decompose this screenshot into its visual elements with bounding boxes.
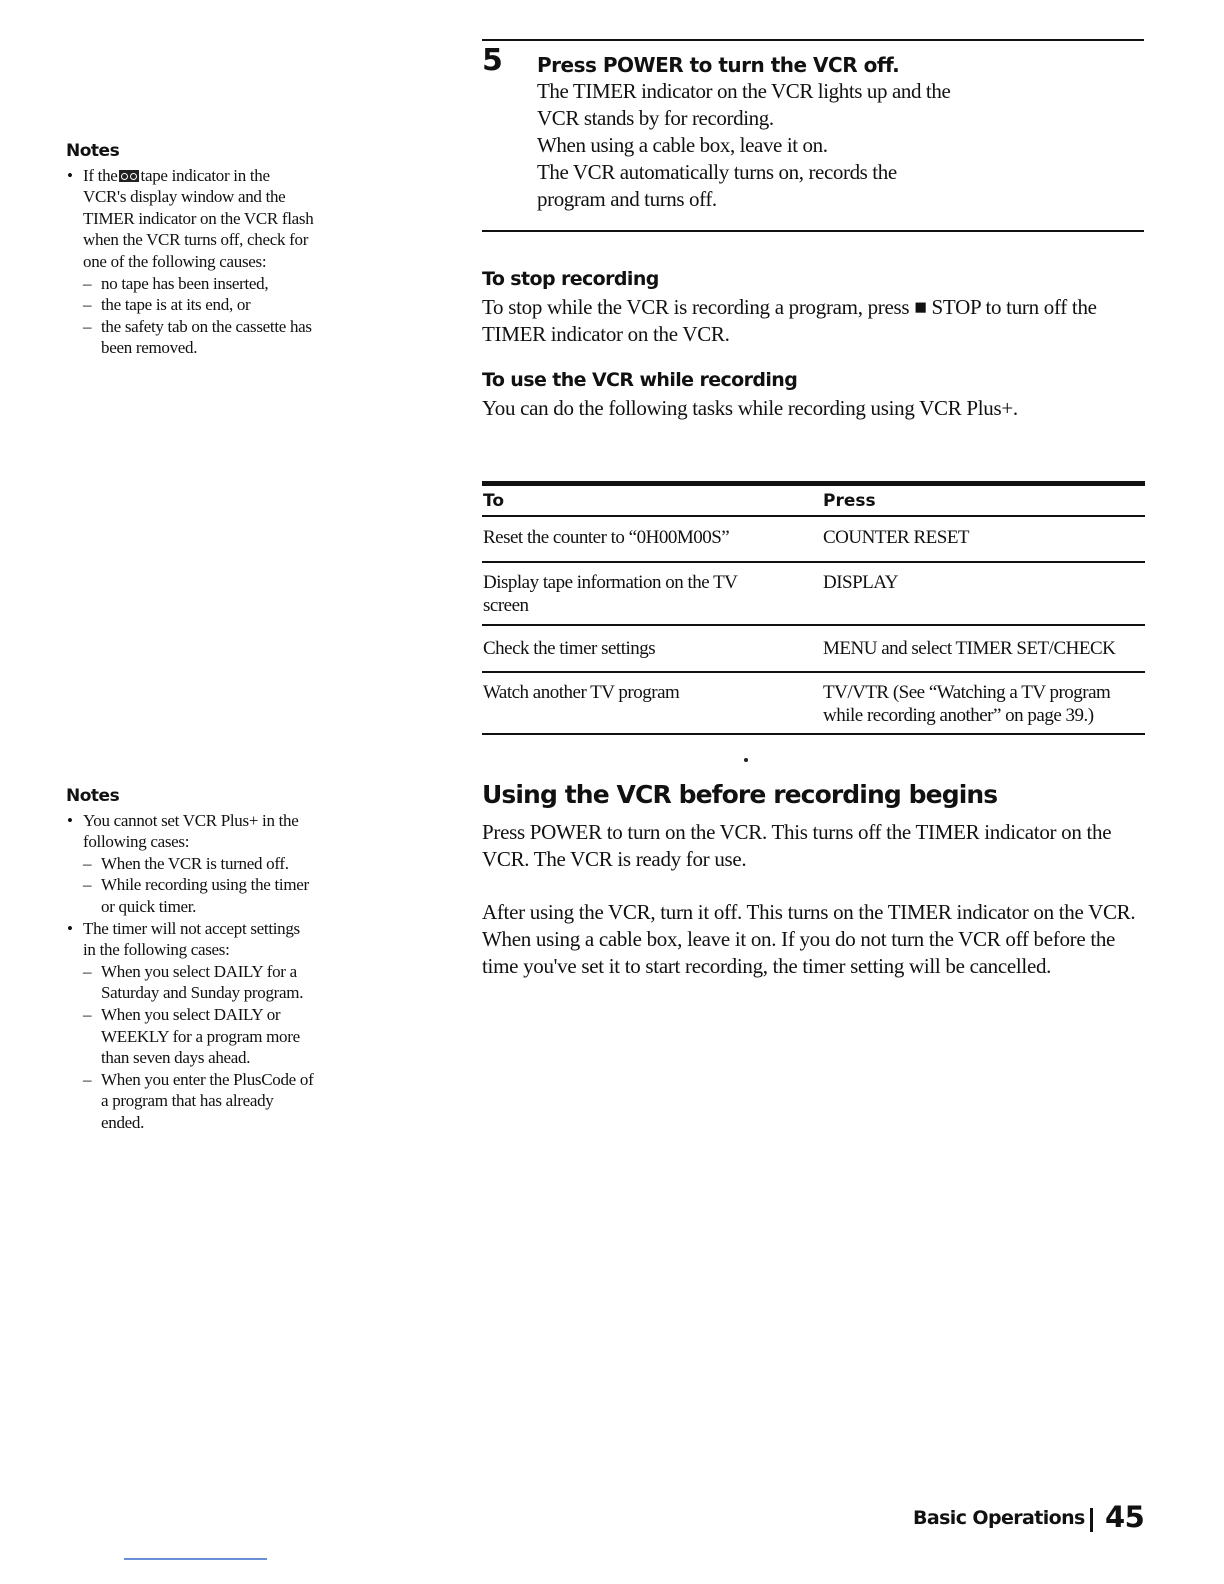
table-row: Reset the counter to “0H00M00S” COUNTER RESET bbox=[482, 517, 1145, 563]
step-text: The TIMER indicator on the VCR lights up and the VCR stands by for recording. bbox=[537, 79, 951, 130]
notes-heading: Notes bbox=[66, 786, 120, 806]
section-paragraph-1: Press POWER to turn on the VCR. This turns off the TIMER indicator on the VCR. The VCR is ready for use. bbox=[482, 820, 1112, 871]
footer-section-label: Basic Operations bbox=[913, 1507, 1085, 1529]
table-header bbox=[482, 486, 1145, 517]
case-item: – When you enter the PlusCode of a program that has already ended. bbox=[66, 1069, 316, 1134]
case-item: – When you select DAILY or WEEKLY for a program more than seven days ahead. bbox=[66, 1004, 316, 1069]
tape-cassette-icon bbox=[119, 170, 139, 182]
table-row: Display tape information on the TV screen DISPLAY bbox=[482, 563, 1145, 626]
use-while-recording-text: You can do the following tasks while recording using VCR Plus+. bbox=[482, 396, 1018, 420]
stray-dot bbox=[744, 758, 748, 762]
notes-list bbox=[66, 810, 316, 1134]
top-rule bbox=[482, 39, 1144, 41]
case-item: – When the VCR is turned off. bbox=[66, 853, 316, 875]
notes-bottom bbox=[66, 786, 316, 1134]
cause-item: – the safety tab on the cassette has been removed. bbox=[66, 316, 316, 359]
stop-recording-text: To stop while the VCR is recording a program, press ■ STOP to turn off the TIMER indicator on the VCR. bbox=[482, 295, 1097, 346]
cause-item: – the tape is at its end, or bbox=[66, 294, 316, 316]
section-paragraph-2: After using the VCR, turn it off. This turns on the TIMER indicator on the VCR. When using a cable box, leave it on. If you do not turn the VCR off before the time you've set it to start recording, the timer setting will be cancelled. bbox=[482, 900, 1136, 978]
case-item: – When you select DAILY for a Saturday and Sunday program. bbox=[66, 961, 316, 1004]
section-title: Using the VCR before recording begins bbox=[482, 780, 998, 809]
bottom-blue-line bbox=[124, 1558, 267, 1560]
step-text: When using a cable box, leave it on. bbox=[537, 133, 828, 157]
note-item: • You cannot set VCR Plus+ in the following cases: bbox=[66, 810, 316, 853]
table-row: Watch another TV program TV/VTR (See “Watching a TV program while recording another” on page 39.) bbox=[482, 673, 1145, 735]
cause-item: – no tape has been inserted, bbox=[66, 273, 316, 295]
footer-divider bbox=[1090, 1508, 1093, 1532]
use-while-recording-heading: To use the VCR while recording bbox=[482, 369, 798, 391]
step-bottom-rule bbox=[482, 230, 1144, 232]
note-item: • If the tape indicator in the VCR's display window and the TIMER indicator on the VCR flash when the VCR turns off, check for one of the following causes: bbox=[66, 165, 316, 273]
page-number: 45 bbox=[1105, 1500, 1145, 1534]
step-title: Press POWER to turn the VCR off. bbox=[537, 53, 900, 77]
tasks-table bbox=[482, 481, 1145, 735]
stop-recording-heading: To stop recording bbox=[482, 268, 659, 290]
table-row: Check the timer settings MENU and select TIMER SET/CHECK bbox=[482, 626, 1145, 673]
notes-top bbox=[66, 141, 316, 359]
step-number: 5 bbox=[482, 43, 503, 78]
header-press: Press bbox=[823, 491, 876, 511]
step-body bbox=[537, 78, 957, 213]
step-text: The VCR automatically turns on, records the program and turns off. bbox=[537, 160, 897, 211]
header-to: To bbox=[483, 491, 505, 511]
note-item: • The timer will not accept settings in the following cases: bbox=[66, 918, 316, 961]
case-item: – While recording using the timer or quick timer. bbox=[66, 874, 316, 917]
notes-list bbox=[66, 165, 316, 359]
notes-heading: Notes bbox=[66, 141, 120, 161]
